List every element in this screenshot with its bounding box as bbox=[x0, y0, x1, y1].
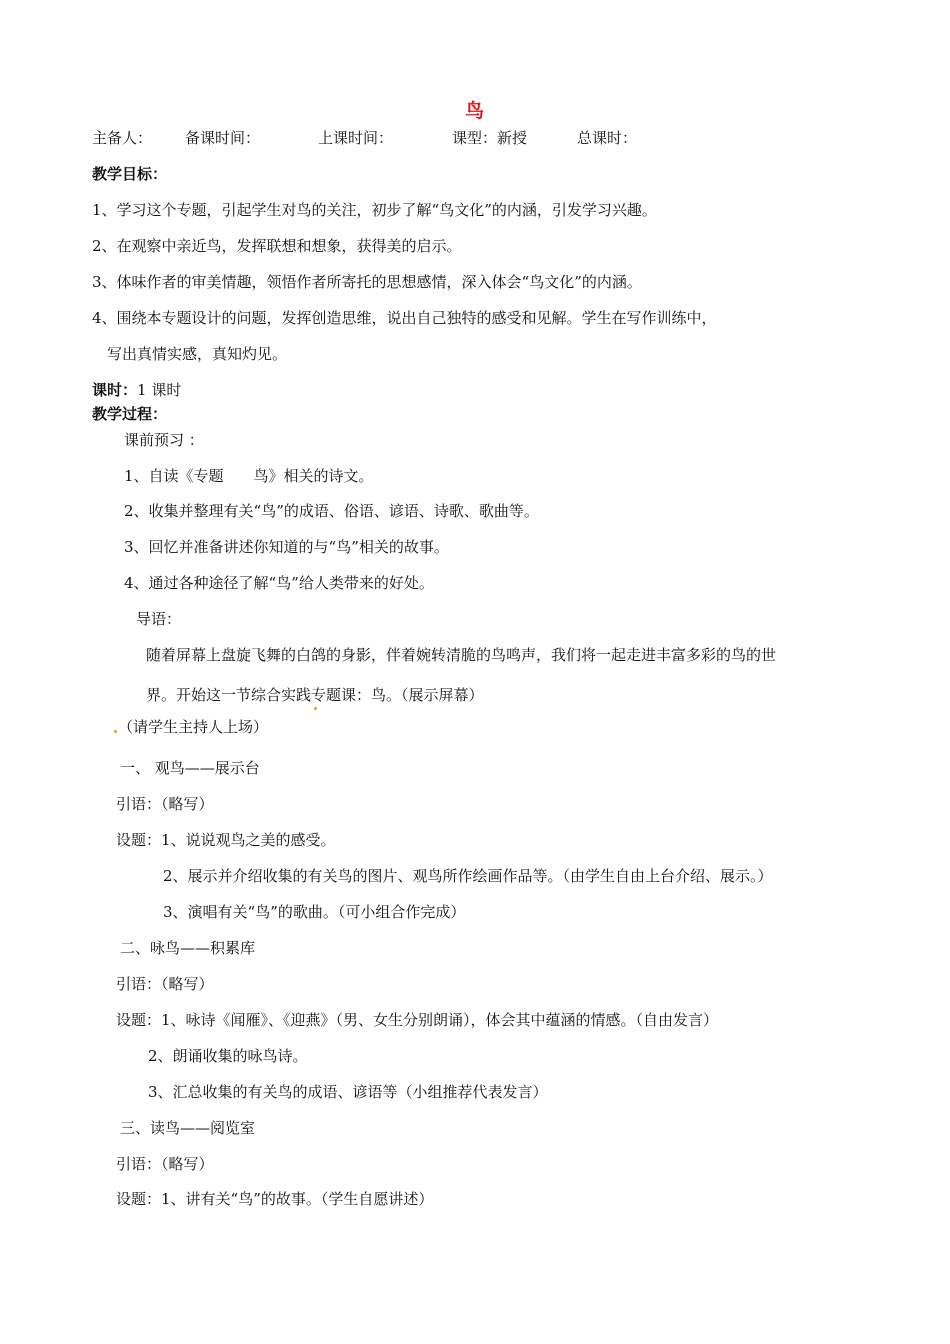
section-quote: 引语：（略写） bbox=[116, 1155, 214, 1173]
host-note: （请学生主持人上场） bbox=[118, 718, 269, 736]
section-title: 二、咏鸟——积累库 bbox=[120, 939, 256, 957]
preview-item: 1、自读《专题 鸟》相关的诗文。 bbox=[124, 467, 374, 485]
section-task: 2、展示并介绍收集的有关鸟的图片、观鸟所作绘画作品等。（由学生自由上台介绍、展示。） bbox=[163, 867, 773, 885]
yellow-mark bbox=[314, 707, 317, 710]
process-heading: 教学过程： bbox=[92, 405, 168, 423]
section-task: 设题：1、说说观鸟之美的感受。 bbox=[116, 831, 336, 849]
section-task: 设题：1、讲有关“鸟”的故事。（学生自愿讲述） bbox=[116, 1190, 434, 1208]
section-task: 设题：1、咏诗《闻雁》、《迎燕》（男、女生分别朗诵），体会其中蕴涵的情感。（自由发言） bbox=[116, 1011, 719, 1029]
section-task: 3、汇总收集的有关鸟的成语、谚语等（小组推荐代表发言） bbox=[148, 1083, 548, 1101]
intro-label: 导语： bbox=[136, 610, 182, 628]
yellow-mark bbox=[114, 730, 117, 733]
lesson-type-label: 课型：新授 bbox=[452, 129, 528, 147]
objectives-heading: 教学目标： bbox=[92, 165, 168, 183]
prep-time-label: 备课时间： bbox=[185, 129, 261, 147]
objective-item: 3、体味作者的审美情趣，领悟作者所寄托的思想感情，深入体会“鸟文化”的内涵。 bbox=[92, 273, 642, 291]
class-time-label: 上课时间： bbox=[318, 129, 394, 147]
section-quote: 引语：（略写） bbox=[116, 795, 214, 813]
section-title: 三、读鸟——阅览室 bbox=[120, 1119, 256, 1137]
section-title: 一、 观鸟——展示台 bbox=[120, 759, 260, 777]
lesson-hours-label: 课时： bbox=[92, 381, 138, 399]
intro-paragraph-line: 界。开始这一节综合实践专题课：鸟。（展示屏幕） bbox=[146, 686, 484, 704]
objective-item: 4、围绕本专题设计的问题，发挥创造思维，说出自己独特的感受和见解。学生在写作训练中， bbox=[92, 309, 717, 327]
document-title: 鸟 bbox=[465, 100, 485, 122]
objective-item: 1、学习这个专题，引起学生对鸟的关注，初步了解“鸟文化”的内涵，引发学习兴趣。 bbox=[92, 201, 657, 219]
intro-paragraph-line: 随着屏幕上盘旋飞舞的白鸽的身影，伴着婉转清脆的鸟鸣声，我们将一起走进丰富多彩的鸟的世 bbox=[146, 646, 777, 664]
preparer-label: 主备人： bbox=[92, 129, 153, 147]
section-task: 2、朗诵收集的咏鸟诗。 bbox=[148, 1047, 308, 1065]
preview-item: 3、回忆并准备讲述你知道的与“鸟”相关的故事。 bbox=[124, 538, 449, 556]
objective-item: 2、在观察中亲近鸟，发挥联想和想象，获得美的启示。 bbox=[92, 237, 462, 255]
objective-item: 写出真情实感，真知灼见。 bbox=[107, 345, 288, 363]
preview-title: 课前预习 ： bbox=[124, 431, 204, 449]
total-hours-label: 总课时： bbox=[577, 129, 638, 147]
preview-item: 2、收集并整理有关“鸟”的成语、俗语、谚语、诗歌、歌曲等。 bbox=[124, 502, 539, 520]
lesson-hours bbox=[92, 381, 181, 399]
lesson-hours-value: 1 课时 bbox=[137, 381, 182, 399]
preview-item: 4、通过各种途径了解“鸟”给人类带来的好处。 bbox=[124, 574, 434, 592]
section-task: 3、演唱有关“鸟”的歌曲。（可小组合作完成） bbox=[163, 903, 466, 921]
section-quote: 引语：（略写） bbox=[116, 975, 214, 993]
